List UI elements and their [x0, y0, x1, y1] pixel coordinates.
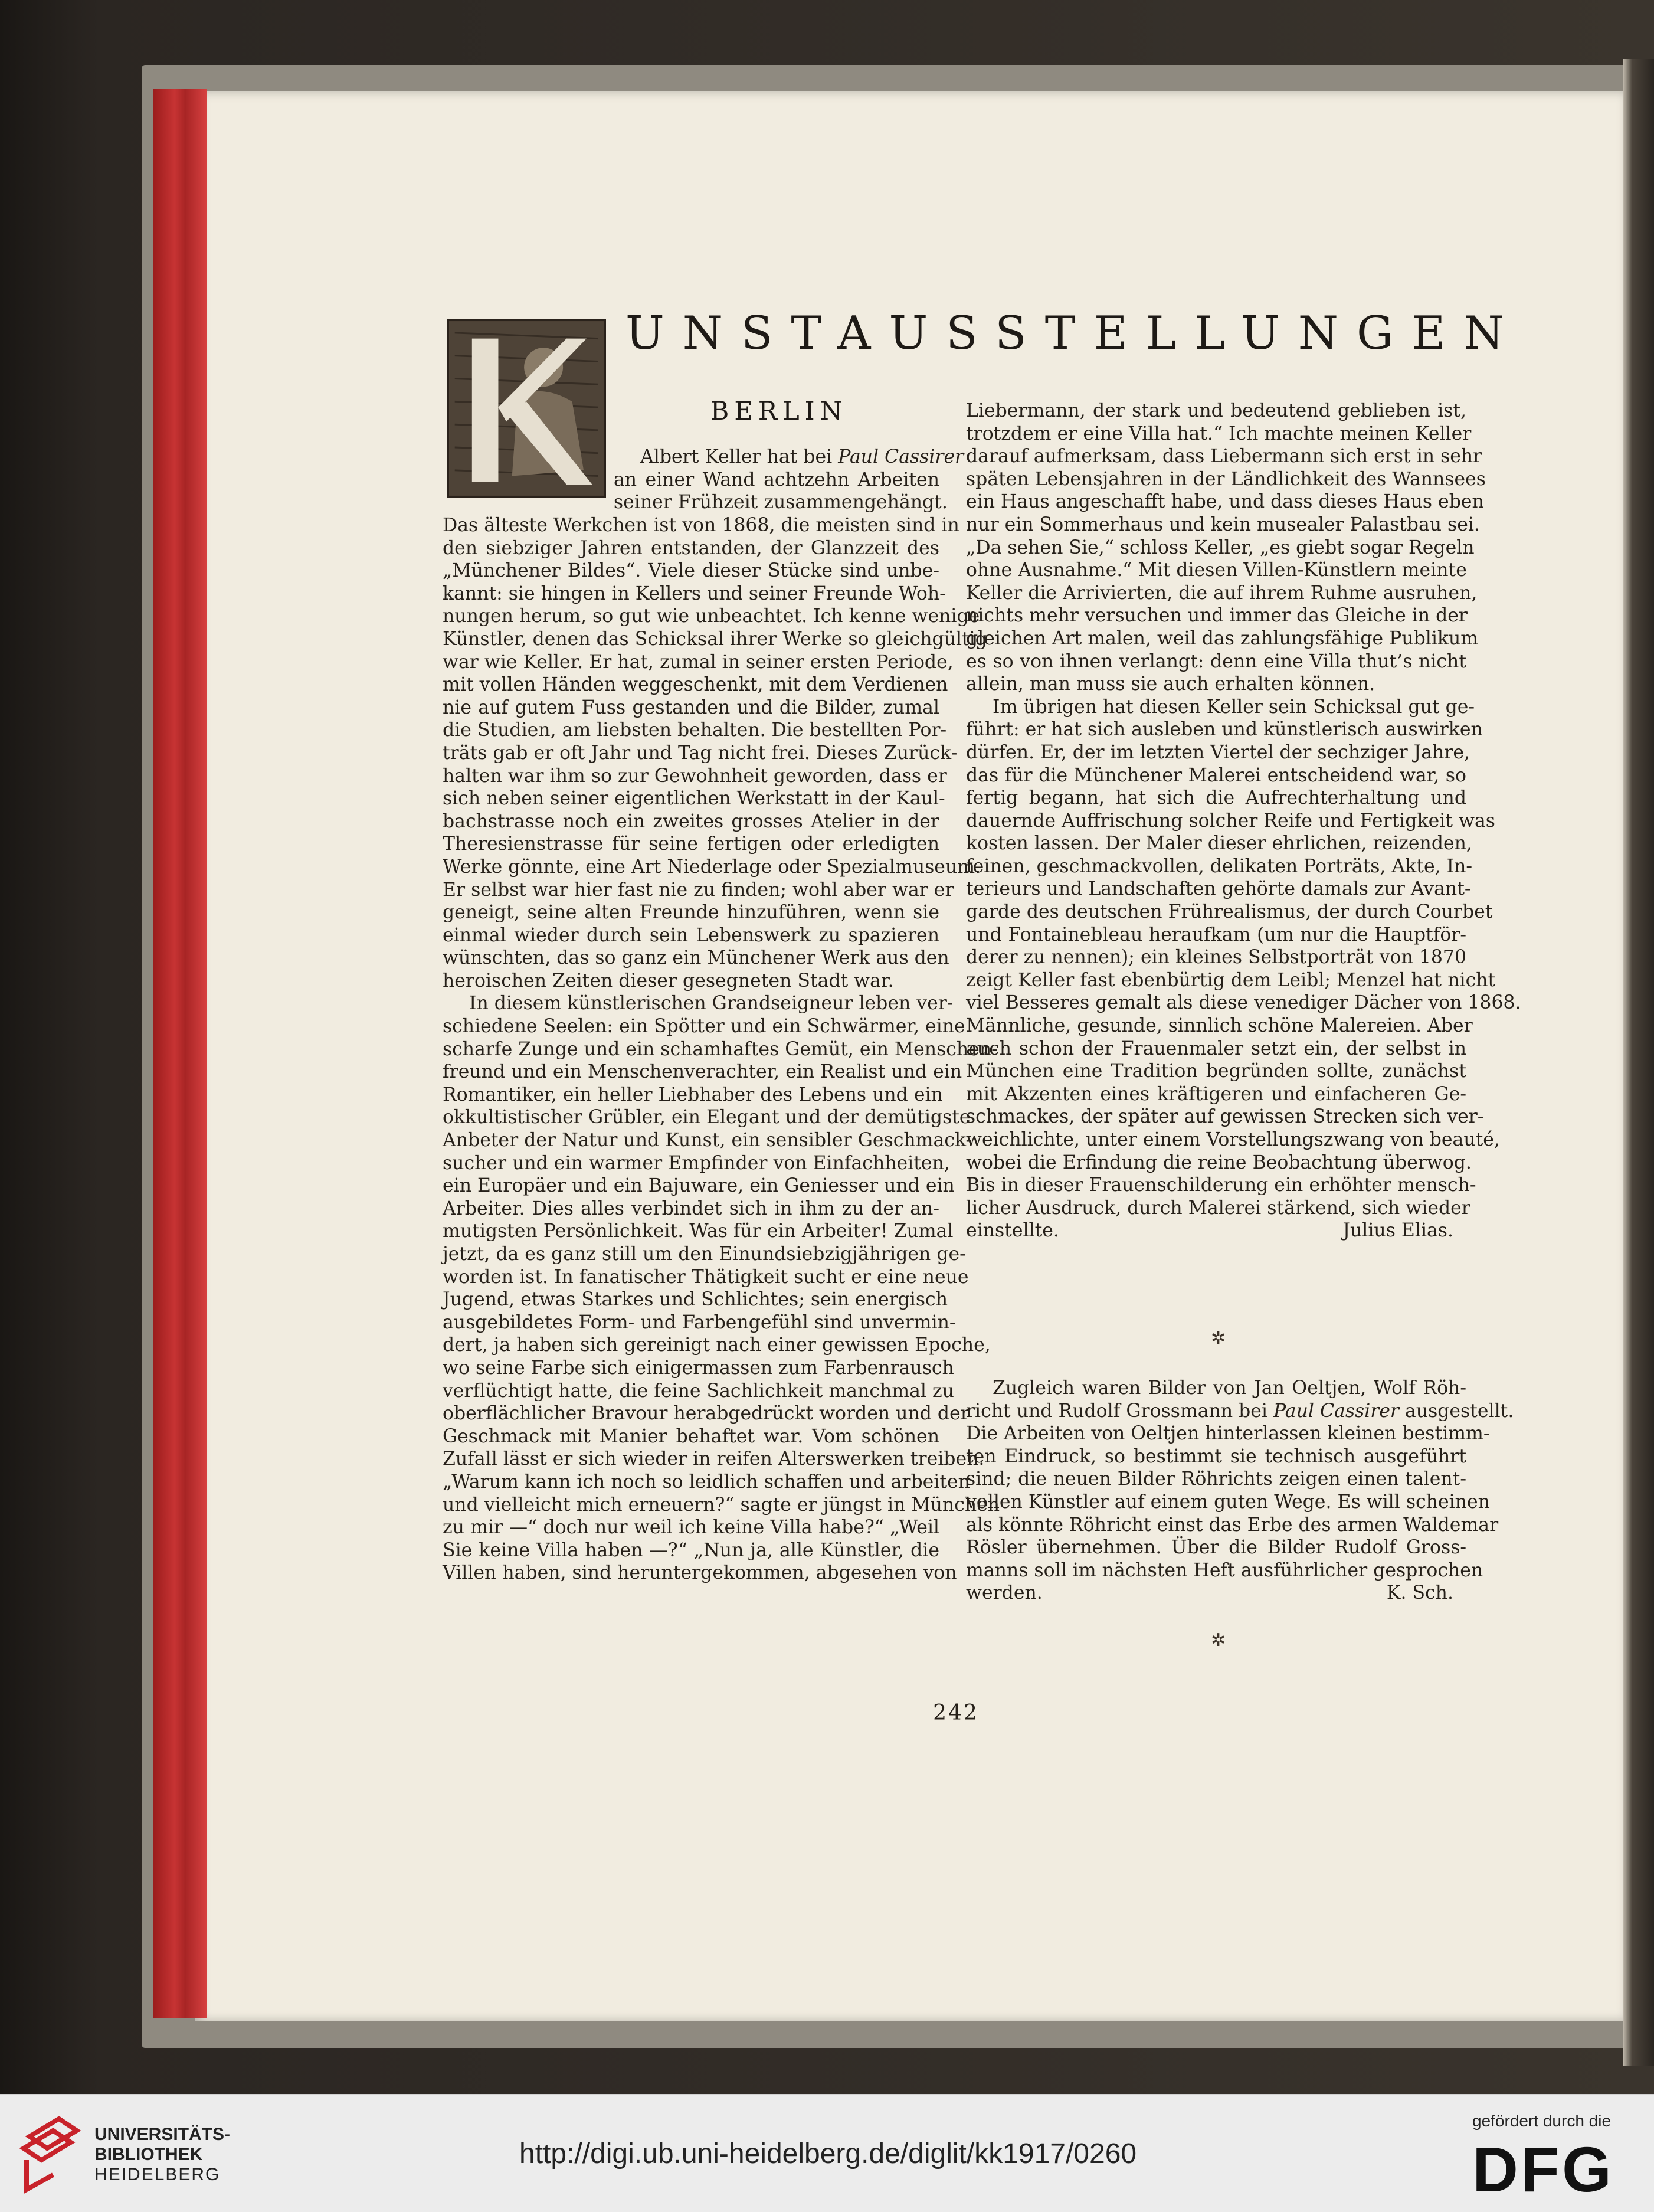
text-line: halten war ihm so zur Gewohnheit geworden, dass er — [443, 765, 947, 787]
text-line: trotzdem er eine Villa hat.“ Ich machte meinen Keller — [966, 423, 1472, 444]
text-line: oberflächlicher Bravour herabgedrückt worden und der — [443, 1403, 970, 1425]
author-signature: K. Sch. — [1386, 1582, 1453, 1604]
text-line: als könnte Röhricht einst das Erbe des armen Waldemar — [966, 1514, 1499, 1536]
text-line: nur ein Sommerhaus und kein musealer Palastbau sei. — [966, 513, 1480, 535]
text-line: In diesem künstlerischen Grandseigneur leben ver- — [469, 993, 954, 1015]
text-line: nie auf gutem Fuss gestanden und die Bilder, zumal — [443, 696, 939, 718]
text-line: ein Haus angeschafft habe, und dass dieses Haus eben — [966, 491, 1484, 513]
text-line: wünschten, das so ganz ein Münchener Werk aus den — [443, 947, 949, 969]
text-line: dert, ja haben sich gereinigt nach einer gewissen Epoche, — [443, 1334, 991, 1356]
viewer-footer — [0, 2094, 1654, 2212]
text-line: ein Europäer und ein Bajuware, ein Geniesser und ein — [443, 1175, 955, 1197]
dfg-logo: DFG — [1472, 2134, 1614, 2205]
text-line: einstellte. Julius Elias. — [966, 1219, 1466, 1242]
text-line: nungen herum, so gut wie unbeachtet. Ich kenne wenige — [443, 606, 980, 627]
text-line: seiner Frühzeit zusammengehängt. — [614, 492, 948, 513]
text-line: sind; die neuen Bilder Röhrichts zeigen einen talent- — [966, 1468, 1466, 1490]
text-line: dürfen. Er, der im letzten Viertel der sechziger Jahre, — [966, 741, 1470, 763]
text-line: heroischen Zeiten dieser gesegneten Stadt war. — [443, 970, 894, 992]
text-line: Werke gönnte, eine Art Niederlage oder Spezialmuseum. — [443, 856, 981, 878]
gallery-name: Paul Cassirer — [1273, 1400, 1399, 1422]
text-line: war wie Keller. Er hat, zumal in seiner ersten Periode, — [443, 651, 954, 673]
text-line: Sie keine Villa haben —?“ „Nun ja, alle Künstler, die — [443, 1539, 939, 1561]
text-line: nichts mehr versuchen und immer das Gleiche in der — [966, 605, 1468, 627]
text-line: träts gab er oft Jahr und Tag nicht frei. Dieses Zurück- — [443, 742, 958, 764]
logo-line: BIBLIOTHEK — [94, 2145, 203, 2164]
text-line: terieurs und Landschaften gehörte damals zur Avant- — [966, 878, 1471, 900]
main-title: UNSTAUSSTELLUNGEN — [625, 307, 1522, 360]
text-line: zu mir —“ doch nur weil ich keine Villa habe?“ „Weil — [443, 1517, 939, 1539]
logo-line: UNIVERSITÄTS- — [94, 2125, 231, 2144]
text-line: Im übrigen hat diesen Keller sein Schicksal gut ge- — [993, 696, 1475, 718]
text-line: mit vollen Händen weggeschenkt, mit dem Verdienen — [443, 674, 948, 696]
text-line: Romantiker, ein heller Liebhaber des Lebens und ein — [443, 1084, 943, 1105]
text-line: „Da sehen Sie,“ schloss Keller, „es giebt sogar Regeln — [966, 536, 1475, 558]
section-title: BERLIN — [710, 397, 848, 426]
text-line: einmal wieder durch sein Lebenswerk zu spazieren — [443, 924, 939, 946]
text-line: licher Ausdruck, durch Malerei stärkend, sich wieder — [966, 1197, 1470, 1219]
text-line: Die Arbeiten von Oeltjen hinterlassen kleinen bestimm- — [966, 1423, 1490, 1445]
text-line: schmackes, der später auf gewissen Strecken sich ver- — [966, 1106, 1484, 1128]
text-line: scharfe Zunge und ein schamhaftes Gemüt, ein Menschen- — [443, 1038, 998, 1060]
text-line: Männliche, gesunde, sinnlich schöne Malereien. Aber — [966, 1015, 1473, 1037]
text-line: es so von ihnen verlangt: denn eine Villa thut’s nicht — [966, 650, 1466, 672]
woodcut-initial-icon — [447, 319, 606, 498]
text-line: auch schon der Frauenmaler setzt ein, der selbst in — [966, 1038, 1466, 1059]
library-name — [94, 2125, 230, 2185]
text-line: ohne Ausnahme.“ Mit diesen Villen-Künstlern meinte — [966, 559, 1467, 581]
text-line: richt und Rudolf Grossmann bei Paul Cassirer ausgestellt. — [966, 1400, 1514, 1422]
text-line: gleichen Art malen, weil das zahlungsfähige Publikum — [966, 627, 1479, 649]
text-line: Zugleich waren Bilder von Jan Oeltjen, Wolf Röh- — [993, 1377, 1466, 1399]
text-line: Rösler übernehmen. Über die Bilder Rudolf Gross- — [966, 1537, 1466, 1559]
gallery-name: Paul Cassirer — [838, 446, 964, 467]
text-line: kannt: sie hingen in Kellers und seiner Freunde Woh- — [443, 583, 946, 604]
text-line: sich neben seiner eigentlichen Werkstatt in der Kaul- — [443, 788, 945, 810]
right-column-second-article — [966, 1377, 1514, 1605]
logo-line: HEIDELBERG — [94, 2165, 221, 2184]
text-line: freund und ein Menschenverachter, ein Realist und ein — [443, 1061, 962, 1083]
text-line: wo seine Farbe sich einigermassen zum Farbenrausch — [443, 1357, 954, 1379]
star-ornament: ✲ — [1211, 1630, 1226, 1651]
text-line: okkultistischer Grübler, ein Elegant und der demütigste — [443, 1107, 971, 1128]
text-line: derer zu nennen); ein kleines Selbstporträt von 1870 — [966, 947, 1466, 968]
text-line: worden ist. In fanatischer Thätigkeit sucht er eine neue — [443, 1266, 969, 1288]
text-line: Zufall lässt er sich wieder in reifen Alterswerken treiben. — [443, 1448, 985, 1470]
text-line: Albert Keller hat bei Paul Cassirer — [640, 446, 964, 467]
text-line: sucher und ein warmer Empfinder von Einfachheiten, — [443, 1152, 950, 1174]
text-line: an einer Wand achtzehn Arbeiten — [614, 469, 939, 490]
text-line: feinen, geschmackvollen, delikaten Porträts, Akte, In- — [966, 855, 1473, 877]
text-line: vollen Künstler auf einem guten Wege. Es will scheinen — [966, 1491, 1490, 1513]
text-line: Arbeiter. Dies alles verbindet sich in ihm zu der an- — [443, 1197, 939, 1219]
text-line: weichlichte, unter einem Vorstellungszwang von beauté, — [966, 1129, 1500, 1150]
text-line: Er selbst war hier fast nie zu finden; wohl aber war er — [443, 879, 954, 901]
text-line: schiedene Seelen: ein Spötter und ein Schwärmer, eine — [443, 1016, 965, 1038]
text-line: die Studien, am liebsten behalten. Die bestellten Por- — [443, 719, 947, 741]
text-line: Das älteste Werkchen ist von 1868, die meisten sind in — [443, 515, 959, 536]
text-line: den siebziger Jahren entstanden, der Glanzzeit des — [443, 537, 939, 559]
text-line: „Warum kann ich noch so leidlich schaffen und arbeiten — [443, 1471, 970, 1493]
text-line: und vielleicht mich erneuern?“ sagte er jüngst in München — [443, 1494, 1000, 1516]
red-page-edges — [153, 89, 207, 2018]
text-line: darauf aufmerksam, dass Liebermann sich erst in sehr — [966, 446, 1482, 467]
text-line: manns soll im nächsten Heft ausführlicher gesprochen — [966, 1559, 1483, 1581]
text-line: wobei die Erfindung die reine Beobachtung überwog. — [966, 1151, 1472, 1173]
text-line: mutigsten Persönlichkeit. Was für ein Arbeiter! Zumal — [443, 1220, 954, 1242]
text-line: jetzt, da es ganz still um den Einundsiebzigjährigen ge- — [443, 1244, 966, 1265]
text-line: führt: er hat sich ausleben und künstlerisch auswirken — [966, 719, 1483, 741]
text-line: bachstrasse noch ein zweites grosses Atelier in der — [443, 810, 939, 832]
left-intro-text — [614, 446, 964, 514]
text-line: Jugend, etwas Starkes und Schlichtes; sein energisch — [443, 1289, 948, 1311]
text-line: werden. K. Sch. — [966, 1582, 1466, 1605]
text-line: München eine Tradition begründen sollte, zunächst — [966, 1061, 1466, 1082]
right-column — [966, 400, 1521, 1242]
star-ornament: ✲ — [1211, 1328, 1226, 1349]
text-line: Künstler, denen das Schicksal ihrer Werke so gleichgültig — [443, 628, 987, 650]
author-signature: Julius Elias. — [1342, 1220, 1453, 1242]
page-number: 242 — [933, 1701, 979, 1725]
text-line: allein, man muss sie auch erhalten können. — [966, 673, 1375, 695]
text-line: „Münchener Bildes“. Viele dieser Stücke sind unbe- — [443, 560, 939, 582]
permalink-url[interactable]: http://digi.ub.uni-heidelberg.de/diglit/kk1917/0260 — [519, 2138, 1137, 2170]
text-line: viel Besseres gemalt als diese venediger Dächer von 1868. — [966, 992, 1521, 1014]
funded-by-label: gefördert durch die — [1472, 2112, 1612, 2130]
ub-heidelberg-logo-icon — [18, 2113, 83, 2195]
text-line: verflüchtigt hatte, die feine Sachlichkeit manchmal zu — [443, 1380, 954, 1402]
text-line: Bis in dieser Frauenschilderung ein erhöhter mensch- — [966, 1174, 1476, 1196]
text-line: Liebermann, der stark und bedeutend geblieben ist, — [966, 400, 1466, 421]
left-column — [443, 514, 1000, 1585]
text-line: fertig begann, hat sich die Aufrechterhaltung und — [966, 787, 1466, 809]
text-line: garde des deutschen Frührealismus, der durch Courbet — [966, 901, 1493, 923]
text-line: das für die Münchener Malerei entscheidend war, so — [966, 764, 1466, 786]
text-line: mit Akzenten eines kräftigeren und einfacheren Ge- — [966, 1083, 1466, 1105]
text-line: dauernde Auffrischung solcher Reife und Fertigkeit was — [966, 810, 1495, 832]
text-line: Theresienstrasse für seine fertigen oder erledigten — [443, 833, 939, 855]
text-line: Geschmack mit Manier behaftet war. Vom schönen — [443, 1425, 939, 1447]
text-line: Villen haben, sind heruntergekommen, abgesehen von — [443, 1562, 957, 1584]
text-line: ten Eindruck, so bestimmt sie technisch ausgeführt — [966, 1445, 1466, 1467]
text-line: kosten lassen. Der Maler dieser ehrlichen, reizenden, — [966, 833, 1472, 855]
text-line: ausgebildetes Form- und Farbengefühl sind unvermin- — [443, 1311, 956, 1333]
facing-page-edge — [1623, 59, 1654, 2066]
text-line: Keller die Arrivierten, die auf ihrem Ruhme ausruhen, — [966, 582, 1478, 604]
text-line: späten Lebensjahren in der Ländlichkeit des Wannsees — [966, 468, 1486, 490]
text-line: geneigt, seine alten Freunde hinzuführen, wenn sie — [443, 902, 939, 924]
text-line: zeigt Keller fast ebenbürtig dem Leibl; Menzel hat nicht — [966, 969, 1496, 991]
text-line: und Fontainebleau heraufkam (um nur die Hauptför- — [966, 924, 1466, 945]
text-line: Anbeter der Natur und Kunst, ein sensibler Geschmack- — [443, 1130, 972, 1151]
